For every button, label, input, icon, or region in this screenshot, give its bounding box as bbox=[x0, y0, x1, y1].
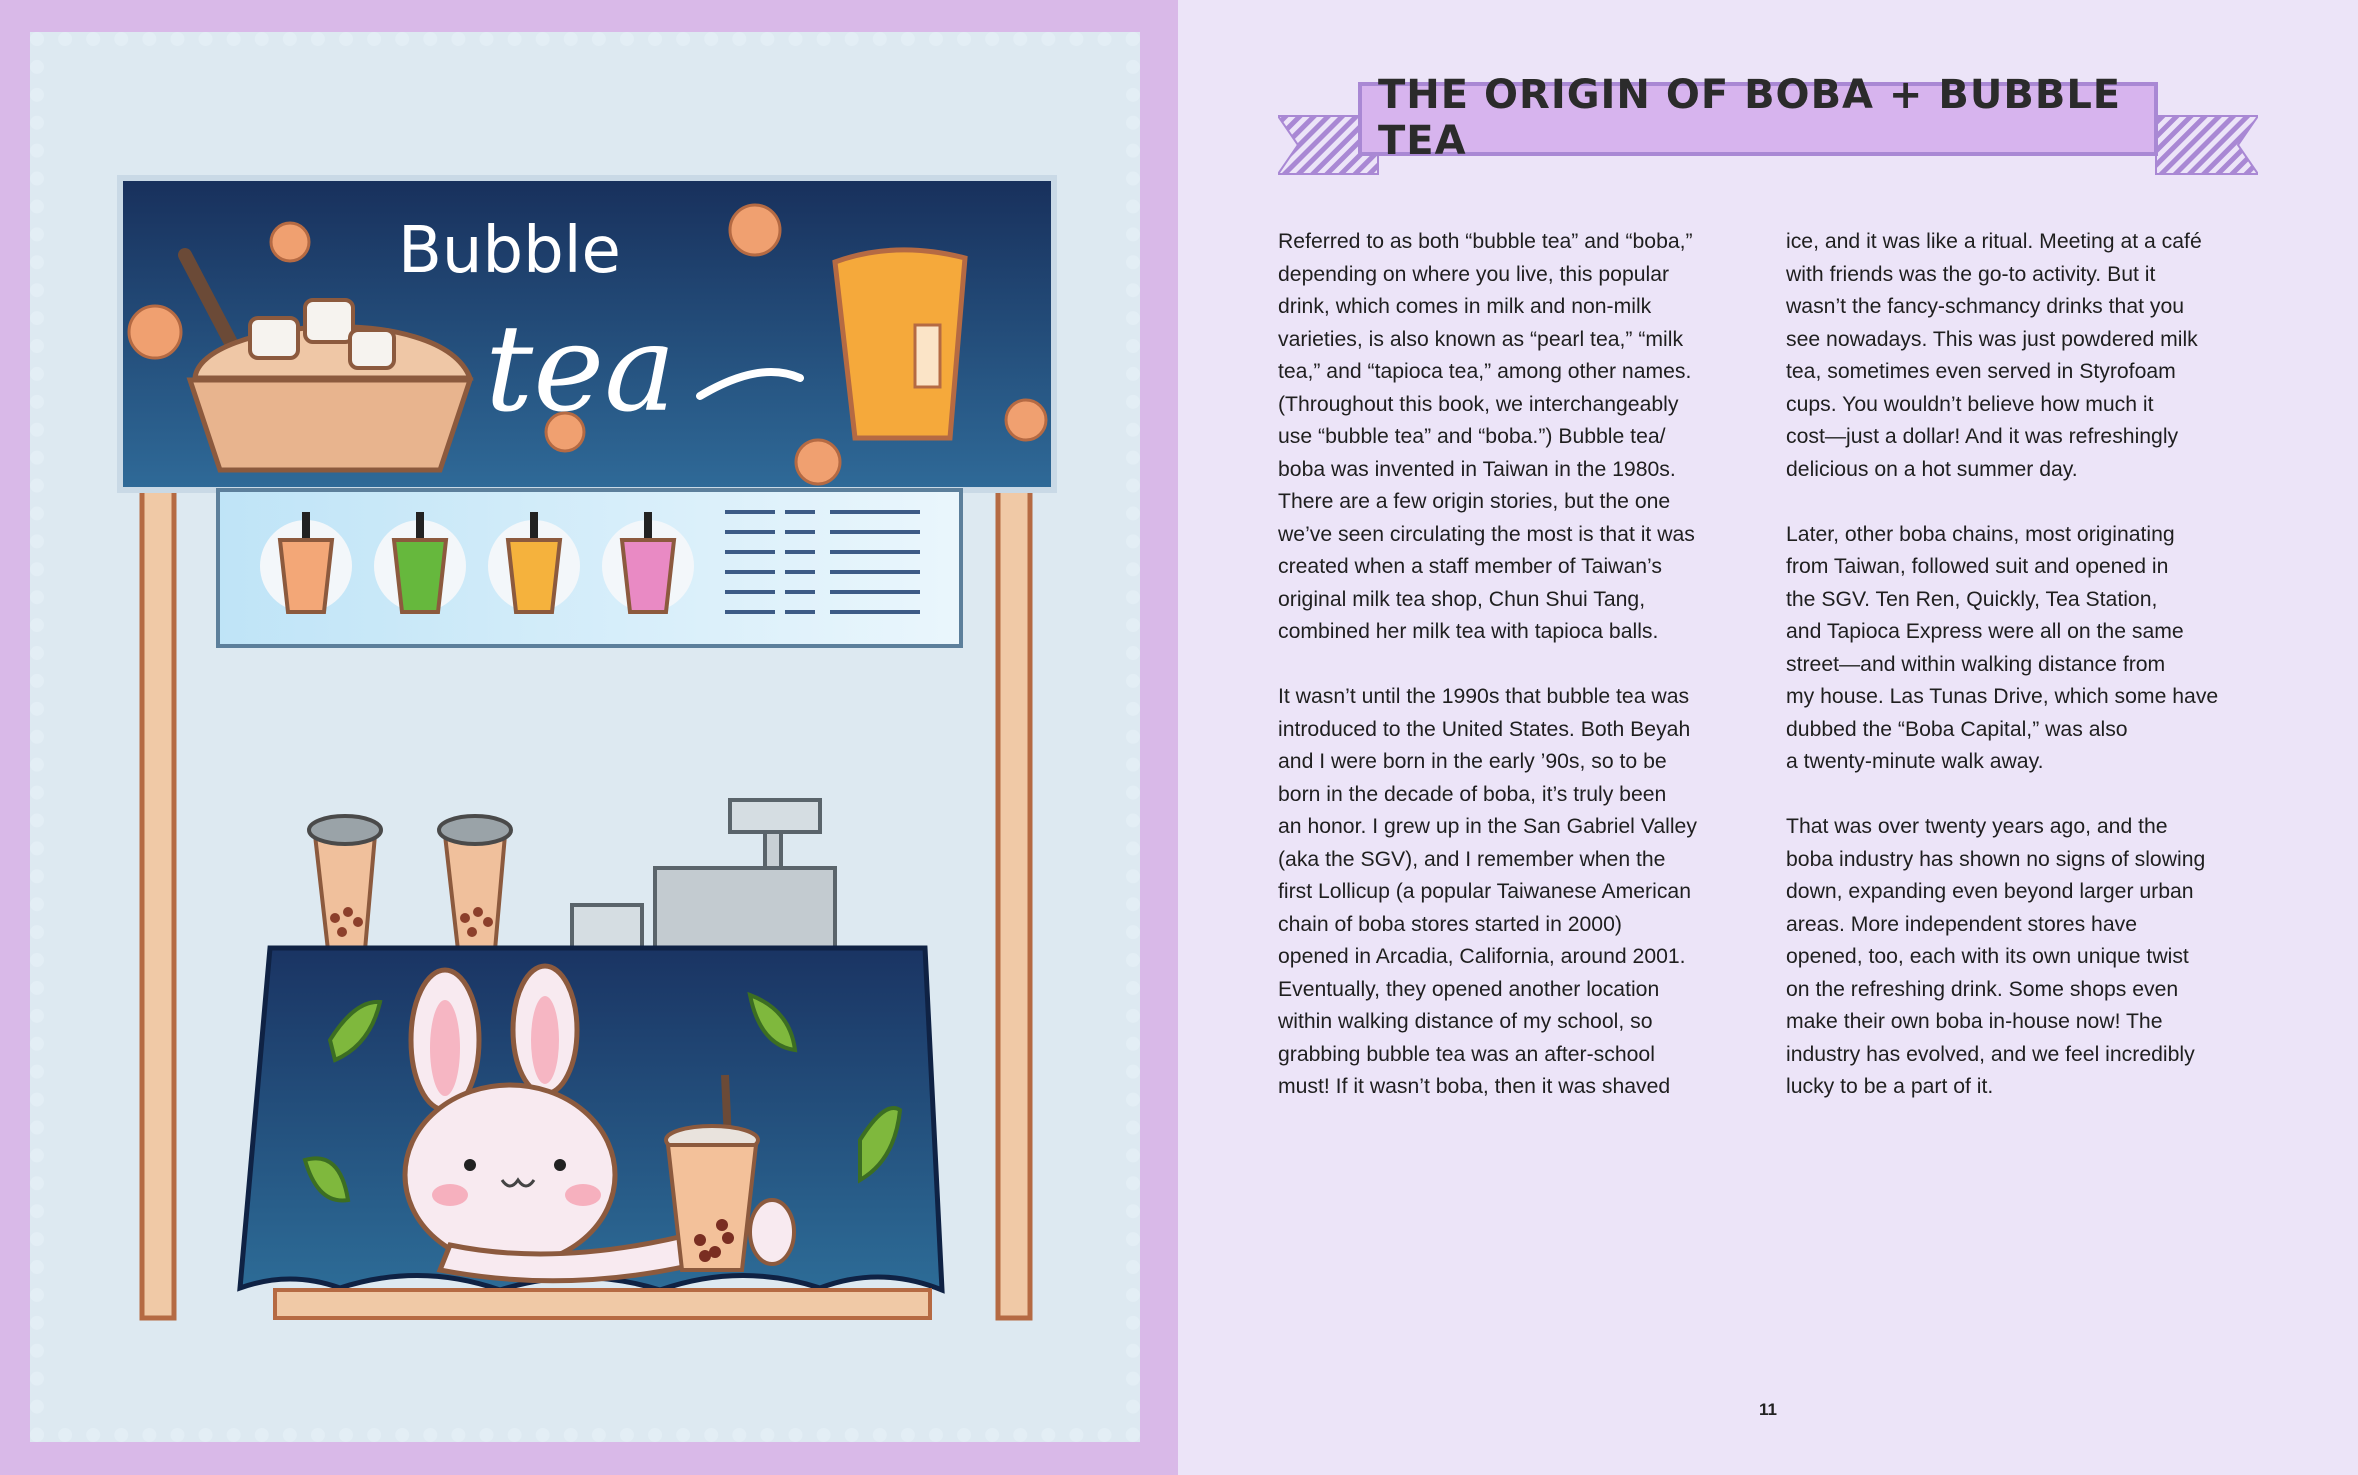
body-column-right bbox=[1786, 226, 2256, 1104]
body-text-line: tea, sometimes even served in Styrofoam bbox=[1786, 360, 2176, 383]
body-text-line: born in the decade of boba, it’s truly been bbox=[1278, 782, 1667, 806]
body-text-line: drink, which comes in milk and non-milk bbox=[1278, 295, 1652, 318]
body-text-line: from Taiwan, followed suit and opened in bbox=[1786, 555, 2169, 578]
body-text-line: cost—just a dollar! And it was refreshingly bbox=[1786, 425, 2179, 448]
body-text-line: industry has evolved, and we feel incredibly bbox=[1786, 1042, 2195, 1066]
sign-orange-tea-cup bbox=[835, 250, 965, 438]
body-text-line: use “bubble tea” and “boba.”) Bubble tea/ bbox=[1278, 425, 1666, 448]
page-heading: THE ORIGIN OF BOBA + BUBBLE TEA bbox=[1378, 72, 2122, 164]
body-text-line: we’ve seen circulating the most is that it was bbox=[1278, 522, 1695, 546]
body-text-line: make their own boba in-house now! The bbox=[1786, 1010, 2163, 1033]
body-text-line: cups. You wouldn’t believe how much it bbox=[1786, 392, 2154, 416]
stand-post-right bbox=[998, 480, 1030, 1318]
paragraph-gap bbox=[1786, 779, 2256, 812]
body-text-line: It wasn’t until the 1990s that bubble tea was bbox=[1278, 685, 1690, 708]
body-text-line: areas. More independent stores have bbox=[1786, 912, 2137, 936]
body-text-line: chain of boba stores started in 2000) bbox=[1278, 912, 1622, 936]
body-text-line: and I were born in the early ’90s, so to be bbox=[1278, 750, 1667, 773]
right-page bbox=[1178, 0, 2358, 1475]
body-text-line: That was over twenty years ago, and the bbox=[1786, 815, 2168, 838]
body-text-line: combined her milk tea with tapioca balls. bbox=[1278, 620, 1659, 643]
left-page bbox=[0, 0, 1178, 1475]
sign-word-bubble: Bubble bbox=[398, 214, 621, 288]
body-text-line: down, expanding even beyond larger urban bbox=[1786, 880, 2194, 903]
page-number: 11 bbox=[1759, 1400, 1777, 1419]
body-text-line: see nowadays. This was just powdered milk bbox=[1786, 327, 2198, 351]
body-text-line: Later, other boba chains, most originating bbox=[1786, 522, 2175, 546]
sign-word-tea: tea bbox=[485, 300, 676, 439]
stand-post-left bbox=[142, 480, 174, 1318]
body-column-left bbox=[1278, 226, 1748, 1104]
body-text-line: with friends was the go-to activity. But it bbox=[1786, 262, 2156, 286]
body-text-line: street—and within walking distance from bbox=[1786, 652, 2166, 676]
body-text-line: (aka the SGV), and I remember when the bbox=[1278, 847, 1666, 871]
banner-tail-right bbox=[2156, 116, 2258, 174]
body-text-line: boba industry has shown no signs of slowing bbox=[1786, 847, 2206, 871]
body-text-line: Eventually, they opened another location bbox=[1278, 977, 1660, 1001]
body-text-line: (Throughout this book, we interchangeably bbox=[1278, 392, 1679, 416]
body-text-line: delicious on a hot summer day. bbox=[1786, 457, 2078, 481]
cash-register bbox=[572, 800, 835, 952]
body-text-line: introduced to the United States. Both Beyah bbox=[1278, 717, 1691, 741]
body-text-line: my house. Las Tunas Drive, which some have bbox=[1786, 685, 2219, 708]
body-text-line: boba was invented in Taiwan in the 1980s. bbox=[1278, 457, 1676, 481]
body-text-line: the SGV. Ten Ren, Quickly, Tea Station, bbox=[1786, 587, 2158, 611]
body-text-line: grabbing bubble tea was an after-school bbox=[1278, 1042, 1655, 1066]
body-text-line: wasn’t the fancy-schmancy drinks that you bbox=[1786, 295, 2185, 318]
body-text-line: within walking distance of my school, so bbox=[1278, 1010, 1653, 1033]
body-text-line: opened, too, each with its own unique twist bbox=[1786, 945, 2189, 968]
body-text-line: must! If it wasn’t boba, then it was shaved bbox=[1278, 1075, 1671, 1098]
counter-cups bbox=[309, 816, 511, 950]
body-text-line: tea,” and “tapioca tea,” among other names. bbox=[1278, 360, 1692, 383]
paragraph-gap bbox=[1278, 649, 1748, 682]
counter-base bbox=[275, 1290, 930, 1318]
body-text-line: a twenty-minute walk away. bbox=[1786, 750, 2044, 773]
body-text-line: ice, and it was like a ritual. Meeting at a café bbox=[1786, 230, 2202, 253]
body-text-line: varieties, is also known as “pearl tea,” “milk bbox=[1278, 327, 1684, 351]
body-text-line: lucky to be a part of it. bbox=[1786, 1075, 1994, 1098]
body-text-line: opened in Arcadia, California, around 2001. bbox=[1278, 945, 1686, 968]
body-text-line: on the refreshing drink. Some shops even bbox=[1786, 977, 2179, 1001]
body-text-line: Referred to as both “bubble tea” and “boba,” bbox=[1278, 230, 1693, 253]
body-text-line: depending on where you live, this popular bbox=[1278, 262, 1670, 286]
body-text-line: created when a staff member of Taiwan’s bbox=[1278, 555, 1662, 578]
body-text-line: first Lollicup (a popular Taiwanese American bbox=[1278, 880, 1691, 903]
body-text-line: original milk tea shop, Chun Shui Tang, bbox=[1278, 587, 1646, 611]
body-text-line: dubbed the “Boba Capital,” was also bbox=[1786, 717, 2128, 741]
body-text-line: There are a few origin stories, but the one bbox=[1278, 490, 1671, 513]
bubble-tea-stand-illustration bbox=[0, 0, 1178, 1475]
body-text-line: an honor. I grew up in the San Gabriel Valley bbox=[1278, 815, 1697, 838]
paragraph-gap bbox=[1786, 486, 2256, 519]
body-text-line: and Tapioca Express were all on the same bbox=[1786, 620, 2184, 643]
